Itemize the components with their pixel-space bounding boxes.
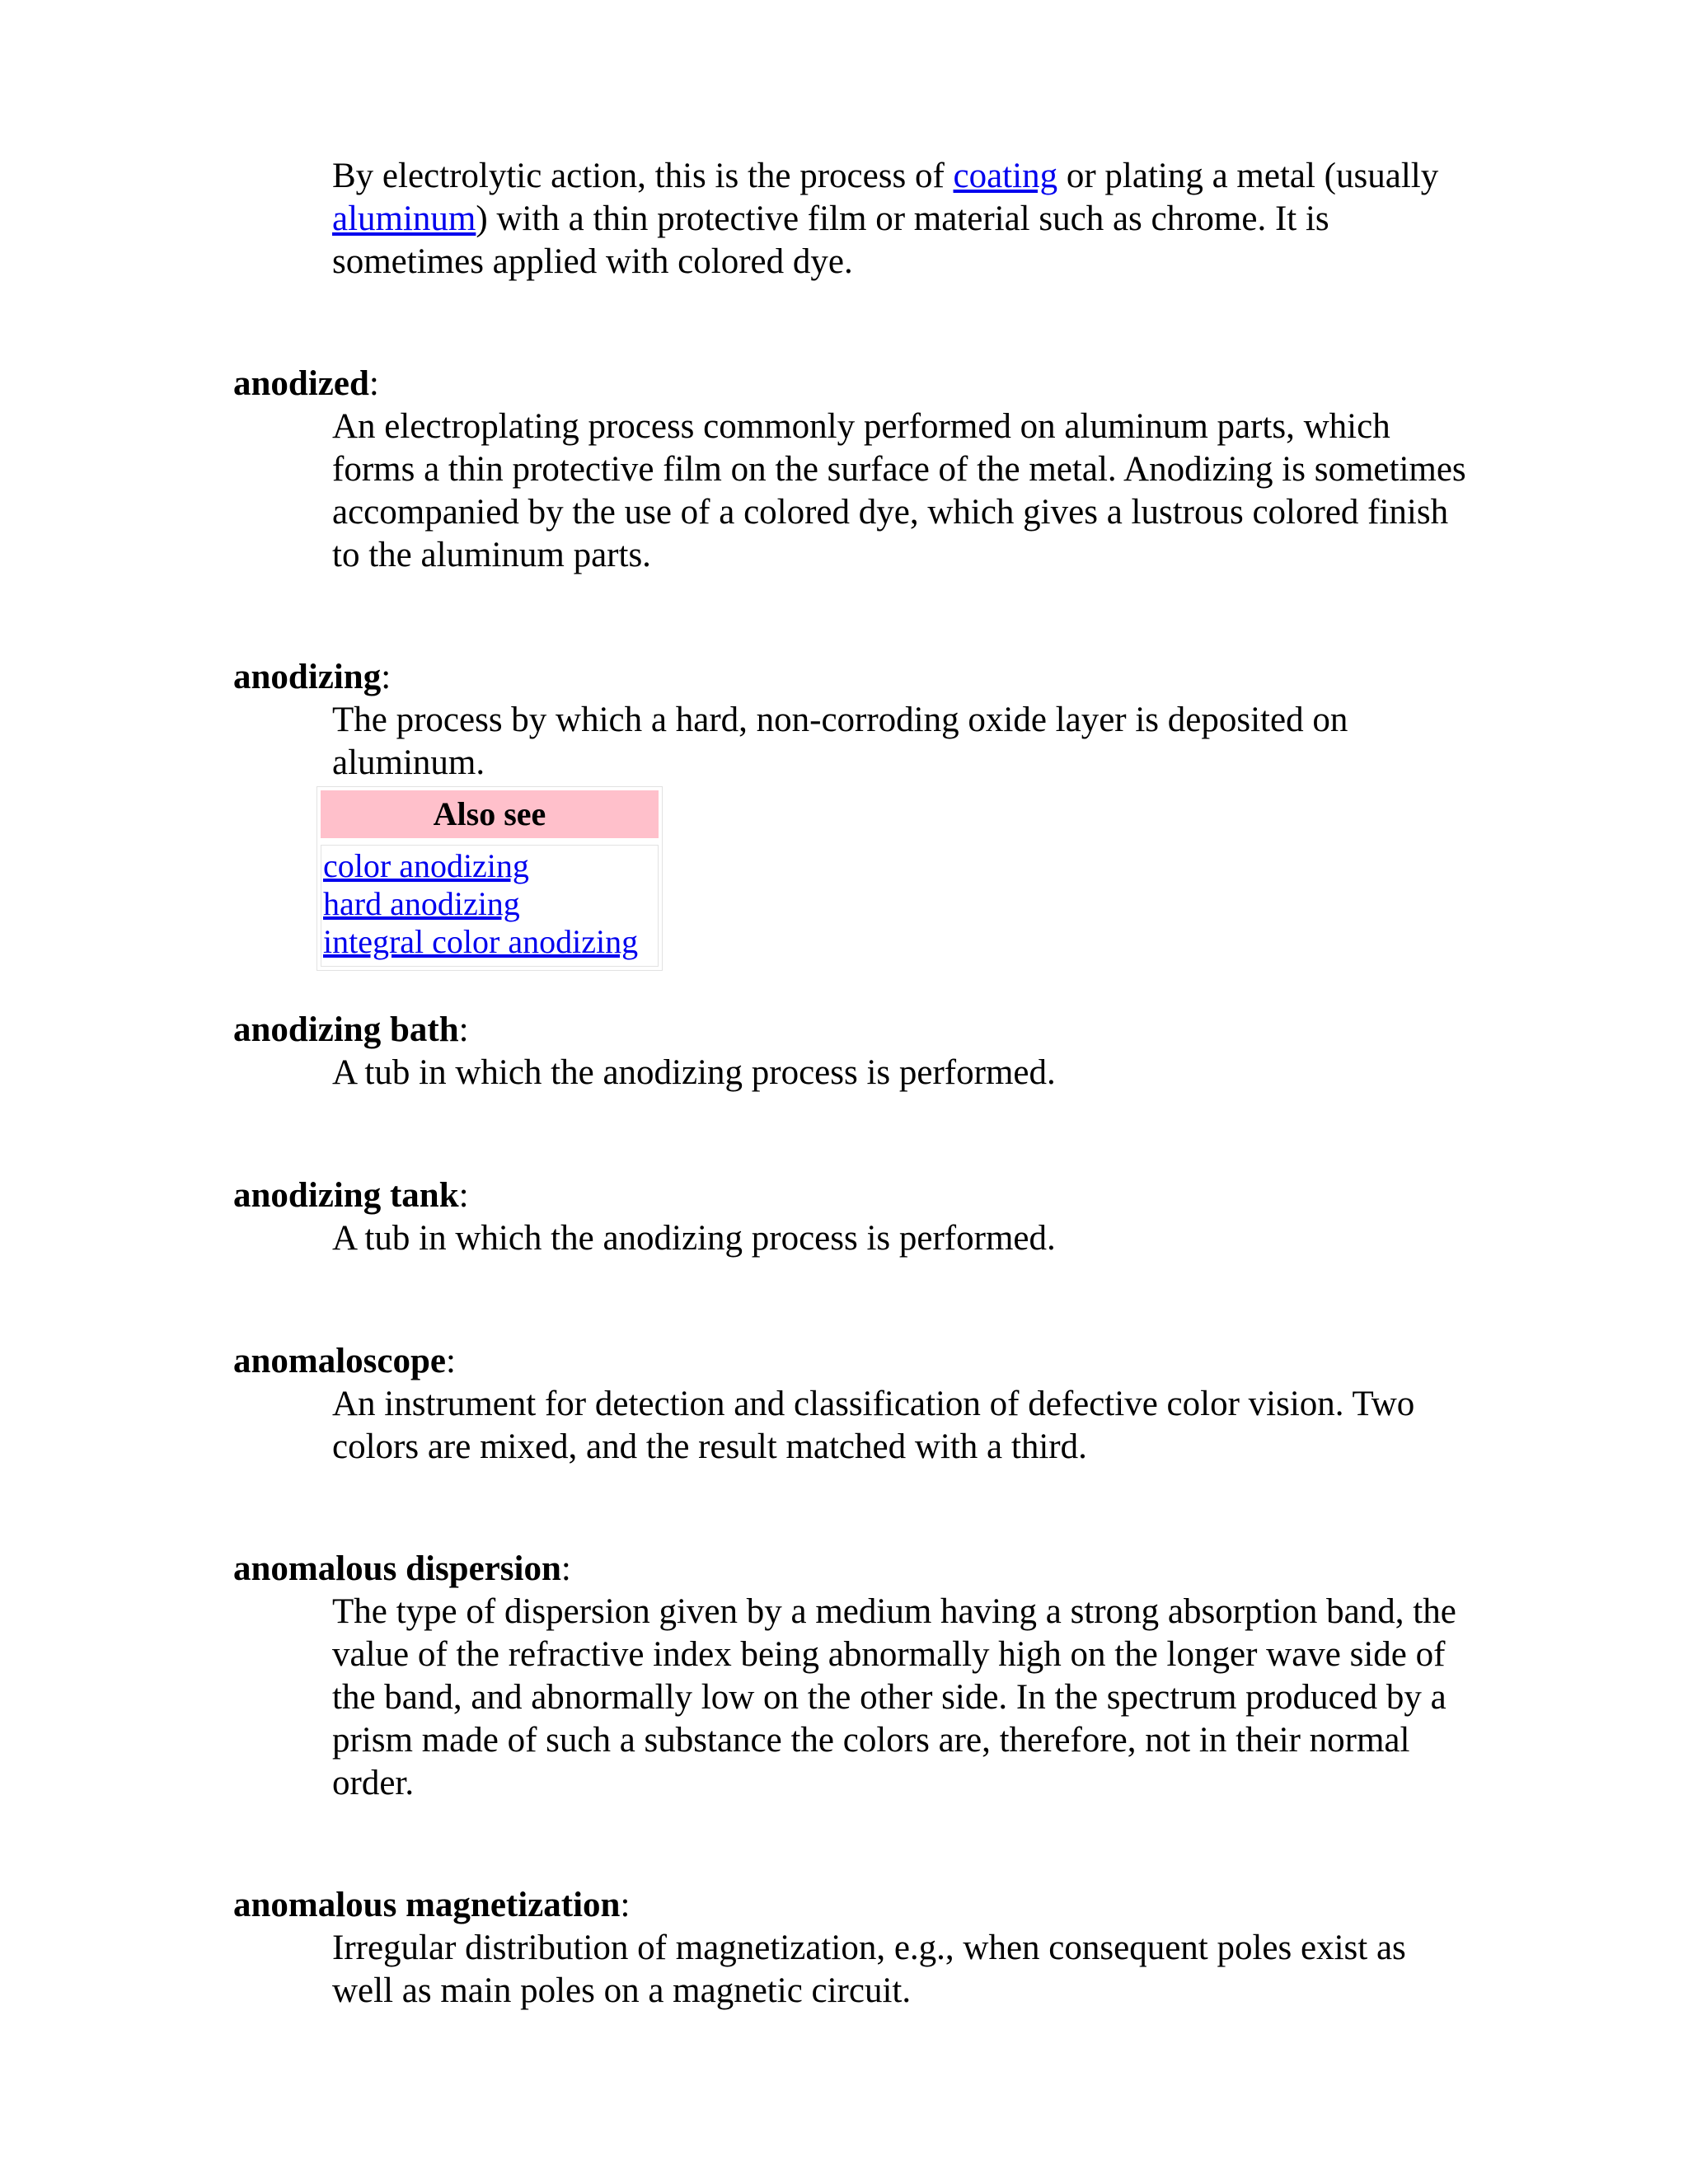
aluminum-link[interactable]: aluminum xyxy=(332,199,476,238)
entry-term xyxy=(233,1548,1470,1591)
term-anomalous-dispersion: anomalous dispersion xyxy=(233,1549,561,1588)
definition-anodizing: The process by which a hard, non-corroding oxide layer is deposited on aluminum. xyxy=(332,701,1348,782)
coating-link[interactable]: coating xyxy=(953,157,1058,195)
entry-term xyxy=(233,1884,1470,1927)
entry-anodized xyxy=(233,363,1470,577)
term-colon: : xyxy=(560,1549,571,1588)
also-see-heading: Also see xyxy=(321,790,659,838)
term-colon: : xyxy=(381,658,392,696)
definition-anomalous-magnetization: Irregular distribution of magnetization, e.g., when consequent poles exist as well as main poles on a magnetic circuit. xyxy=(332,1929,1406,2010)
entry-anomalous-dispersion xyxy=(233,1548,1470,1805)
entry-anodizing-tank xyxy=(233,1174,1470,1260)
also-see-list xyxy=(321,845,659,967)
entry-term xyxy=(233,1009,1470,1052)
entry-term xyxy=(233,1340,1470,1383)
entry-term xyxy=(233,656,1470,699)
also-see-link-hard-anodizing[interactable]: hard anodizing xyxy=(323,885,520,922)
term-anomalous-magnetization: anomalous magnetization xyxy=(233,1886,621,1924)
term-anodizing-tank: anodizing tank xyxy=(233,1176,459,1215)
definition-anodized: An electroplating process commonly performed on aluminum parts, which forms a thin protective film on the surface of the metal. Anodizing is sometimes accompanied by the use of a colored dye, which gives a lustrous colored finish to the aluminum parts. xyxy=(332,407,1466,574)
entry-anomalous-magnetization xyxy=(233,1884,1470,2013)
entry-term xyxy=(233,1174,1470,1217)
term-colon: : xyxy=(458,1010,469,1049)
definition-anodizing-tank: A tub in which the anodizing process is performed. xyxy=(332,1219,1056,1258)
also-see-box xyxy=(316,786,663,971)
term-colon: : xyxy=(368,364,379,403)
definition-anodizing-bath: A tub in which the anodizing process is performed. xyxy=(332,1053,1056,1092)
term-colon: : xyxy=(446,1342,456,1380)
term-colon: : xyxy=(458,1176,469,1215)
also-see-link-color-anodizing[interactable]: color anodizing xyxy=(323,847,529,884)
intro-text-1: By electrolytic action, this is the process of xyxy=(332,157,954,195)
entry-anodizing xyxy=(233,656,1470,785)
entry-term xyxy=(233,363,1470,405)
intro-text-3: ) with a thin protective film or material such as chrome. It is sometimes applied with colored dye. xyxy=(332,199,1329,281)
intro-definition-block xyxy=(233,155,1470,284)
intro-text-2: or plating a metal (usually xyxy=(1057,157,1439,195)
entry-anomaloscope xyxy=(233,1340,1470,1469)
also-see-link-integral-color-anodizing[interactable]: integral color anodizing xyxy=(323,923,639,960)
intro-definition xyxy=(332,155,1470,284)
term-anodized: anodized xyxy=(233,364,369,403)
term-anodizing-bath: anodizing bath xyxy=(233,1010,459,1049)
term-anodizing: anodizing xyxy=(233,658,382,696)
entry-anodizing-bath xyxy=(233,1009,1470,1094)
term-anomaloscope: anomaloscope xyxy=(233,1342,446,1380)
term-colon: : xyxy=(620,1886,631,1924)
definition-anomalous-dispersion: The type of dispersion given by a medium having a strong absorption band, the value of the refractive index being abnormally high on the longer wave side of the band, and abnormally low on the other side. In the spectrum produced by a prism made of such a substance the colors are, therefore, not in their normal order. xyxy=(332,1592,1456,1802)
definition-anomaloscope: An instrument for detection and classification of defective color vision. Two colors are mixed, and the result matched with a third. xyxy=(332,1385,1415,1466)
